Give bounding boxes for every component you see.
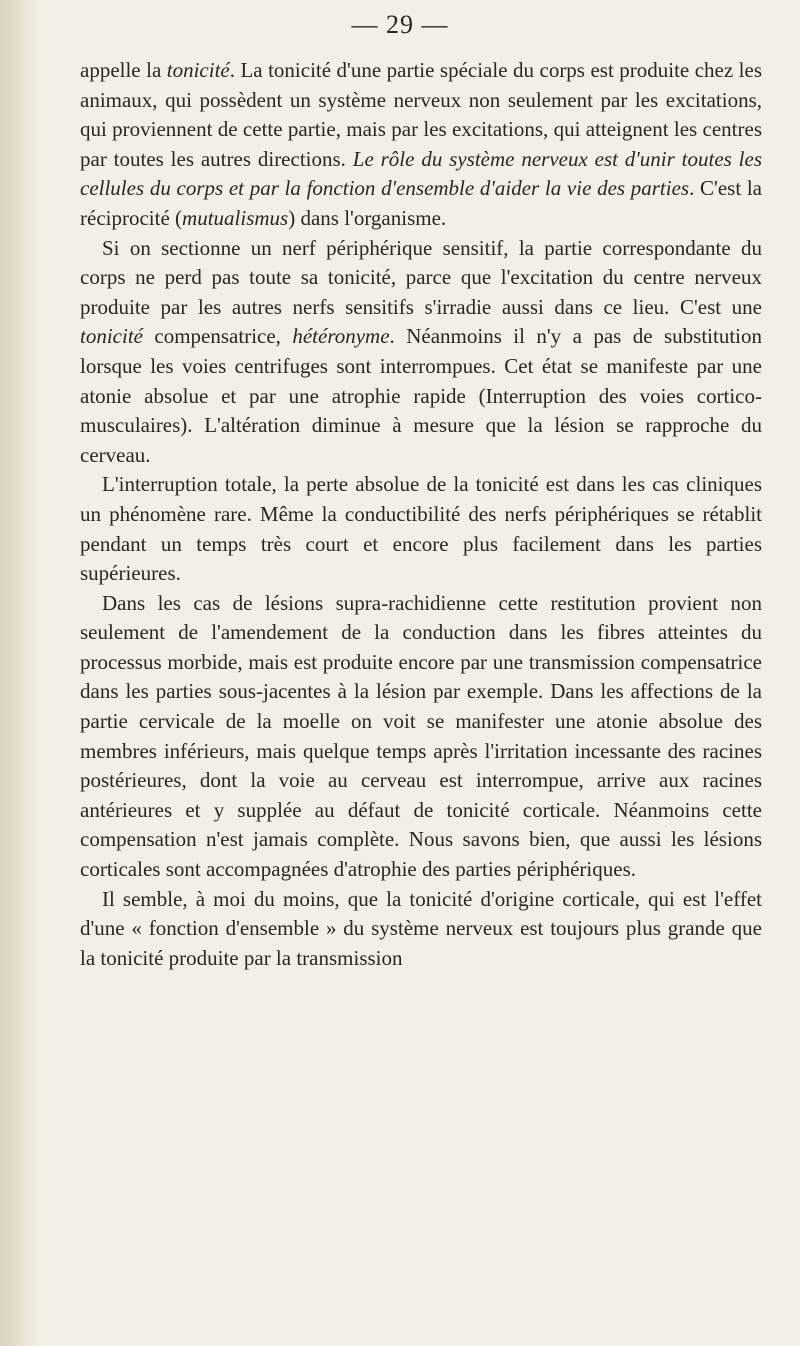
italic-term: tonicité — [166, 58, 230, 82]
text-run: . Néanmoins il n'y a pas de substitution lorsque les voies centrifuges sont interrompues. Cet état se manifeste par une atonie absolue et par une atrophie rapide (Interruption des voies cortico-musculaires). L'altération diminue à mesure que la lésion se rapproche du cerveau. — [80, 324, 762, 467]
body-text — [80, 56, 762, 973]
text-run: appelle la — [80, 58, 167, 82]
italic-term: hétéronyme — [292, 324, 390, 349]
page-binding-edge — [0, 0, 38, 1346]
italic-term: mutualismus — [182, 205, 289, 230]
paragraph-4 — [80, 589, 762, 885]
text-run: Si on sectionne un nerf périphérique sensitif, la partie correspondante du corps ne perd pas toute sa tonicité, parce que l'excitation du centre nerveux produite par les autres nerfs sensitifs s'irradie aussi dans ce lieu. C'est une — [80, 235, 762, 319]
text-run: Il semble, à moi du moins, que la tonicité d'origine corticale, qui est l'effet d'une « fonction d'ensemble » du système nerveux est toujours plus grande que la tonicité produite par la transmission — [80, 886, 762, 970]
paragraph-5 — [80, 885, 762, 974]
text-run: L'interruption totale, la perte absolue de la tonicité est dans les cas cliniques un phénomène rare. Même la conductibilité des nerfs périphériques se rétablit pendant un temps très court et encore plus facilement dans les parties supérieures. — [80, 472, 762, 586]
text-run: . La tonicité d'une partie spéciale du corps est produite chez les animaux, qui possèdent un système nerveux non seulement par les excitations, qui proviennent de cette partie, mais par les excitations, qui atteignent les centres par toutes les autres directions. — [80, 58, 762, 171]
paragraph-2 — [80, 234, 762, 471]
italic-sentence: Le rôle du système nerveux est d'unir toutes les cellules du corps et par la fonction d'ensemble d'aider la vie des parties — [80, 146, 763, 201]
italic-term: tonicité — [80, 324, 143, 349]
paragraph-1 — [80, 56, 762, 234]
paragraph-3 — [80, 470, 762, 588]
text-run: compensatrice, — [142, 324, 293, 349]
text-run: Dans les cas de lésions supra-rachidienne cette restitution provient non seulement de l'amendement de la conduction dans les fibres atteintes du processus morbide, mais est produite encore par une transmission compensatrice dans les parties sous-jacentes à la lésion par exemple. Dans les affections de la partie cervicale de la moelle on voit se manifester une atonie absolue des membres inférieurs, mais quelque temps après l'irritation incessante des racines postérieures, dont la voie au cerveau est interrompue, arrive aux racines antérieures et y supplée au défaut de tonicité corticale. Néanmoins cette compensation n'est jamais complète. Nous savons bien, que aussi les lésions corticales sont accompagnées d'atrophie des parties périphériques. — [80, 590, 762, 882]
text-run: ) dans l'organisme. — [288, 205, 447, 230]
page-number: — 29 — — [351, 10, 449, 39]
text-run: . C'est la réciprocité ( — [80, 176, 763, 230]
